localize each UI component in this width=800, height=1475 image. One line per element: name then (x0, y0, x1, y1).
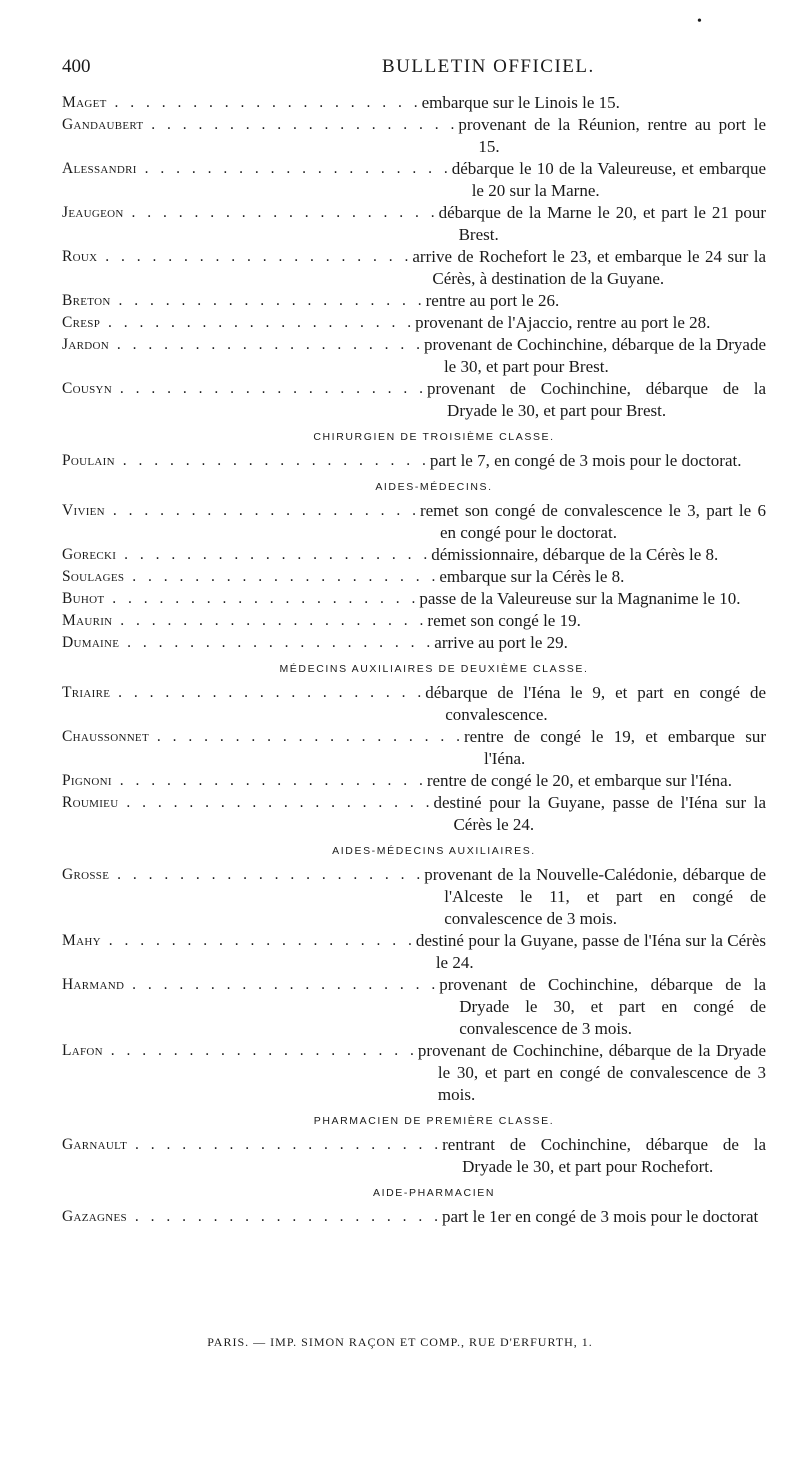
section-heading: MÉDECINS AUXILIAIRES DE DEUXIÈME CLASSE. (279, 663, 589, 675)
officer-name-cell (62, 450, 430, 472)
leader-dots: . . . . . . . . . . . . . . . . . . . . (124, 568, 440, 585)
officer-name-cell (62, 202, 439, 224)
officer-name-cell (62, 682, 425, 704)
personnel-entry (62, 1040, 766, 1106)
leader-dots: . . . . . . . . . . . . . . . . . . . . (116, 546, 432, 563)
personnel-entry (62, 450, 766, 472)
personnel-entry (62, 974, 766, 1040)
officer-name-cell (62, 566, 439, 588)
personnel-entry (62, 92, 766, 114)
personnel-entry (62, 378, 766, 422)
officer-name: Pignoni (62, 772, 112, 789)
assignment-description: rentrant de Cochinchine, débarque de la Dryade le 30, et part pour Rochefort. (442, 1135, 766, 1176)
leader-dots: . . . . . . . . . . . . . . . . . . . . (143, 116, 459, 133)
personnel-entry (62, 930, 766, 974)
section-heading: PHARMACIEN DE PREMIÈRE CLASSE. (313, 1115, 555, 1127)
officer-name: Maget (62, 94, 107, 111)
officer-name-cell (62, 334, 424, 356)
assignment-description: passe de la Valeureuse sur la Magnanime le 10. (419, 589, 741, 608)
personnel-entry (62, 114, 766, 158)
personnel-entry (62, 864, 766, 930)
officer-name: Harmand (62, 976, 125, 993)
officer-name-cell (62, 290, 426, 312)
personnel-entry (62, 588, 766, 610)
officer-name: Poulain (62, 452, 115, 469)
assignment-description: débarque de l'Iéna le 9, et part en congé de convalescence. (425, 683, 766, 724)
leader-dots: . . . . . . . . . . . . . . . . . . . . (127, 1136, 443, 1153)
officer-name-cell (62, 92, 422, 114)
personnel-entry (62, 726, 766, 770)
leader-dots: . . . . . . . . . . . . . . . . . . . . (118, 794, 434, 811)
personnel-entry (62, 682, 766, 726)
officer-name-cell (62, 792, 433, 814)
assignment-description: provenant de l'Ajaccio, rentre au port le 28. (415, 313, 711, 332)
assignment-description: provenant de la Nouvelle-Calédonie, débarque de l'Alceste le 11, et part en congé de convalescence de 3 mois. (424, 865, 766, 928)
leader-dots: . . . . . . . . . . . . . . . . . . . . (109, 866, 425, 883)
officer-name: Jeaugeon (62, 204, 124, 221)
leader-dots: . . . . . . . . . . . . . . . . . . . . (108, 336, 424, 353)
officer-name: Soulages (62, 568, 125, 585)
personnel-entry (62, 334, 766, 378)
officer-name: Triaire (62, 684, 111, 701)
leader-dots: . . . . . . . . . . . . . . . . . . . . (124, 976, 440, 993)
officer-name: Cresp (62, 314, 101, 331)
officer-name-cell (62, 930, 416, 952)
officer-name-cell (62, 378, 427, 400)
officer-name: Dumaine (62, 634, 120, 651)
officer-name-cell (62, 500, 420, 522)
assignment-description: débarque le 10 de la Valeureuse, et embarque le 20 sur la Marne. (451, 159, 766, 200)
leader-dots: . . . . . . . . . . . . . . . . . . . . (123, 204, 439, 221)
officer-name: Grosse (62, 866, 110, 883)
officer-name: Gorecki (62, 546, 117, 563)
page-number: 400 (62, 56, 91, 77)
leader-dots: . . . . . . . . . . . . . . . . . . . . (148, 728, 464, 745)
officer-name-cell (62, 632, 434, 654)
leader-dots: . . . . . . . . . . . . . . . . . . . . (114, 452, 430, 469)
running-title: BULLETIN OFFICIEL. (382, 56, 595, 77)
officer-name-cell (62, 1040, 418, 1062)
officer-name: Gazagnes (62, 1208, 127, 1225)
assignment-description: arrive au port le 29. (434, 633, 568, 652)
officer-name: Cousyn (62, 380, 113, 397)
assignment-description: rentre de congé le 20, et embarque sur l'Iéna. (426, 771, 732, 790)
assignment-description: provenant de Cochinchine, débarque de la Dryade le 30, et part en congé de convalescence de 3 mois. (417, 1041, 766, 1104)
officer-name-cell (62, 544, 431, 566)
personnel-entry (62, 158, 766, 202)
personnel-entry (62, 1134, 766, 1178)
officer-name-cell (62, 864, 424, 886)
printer-imprint: PARIS. — IMP. SIMON RAÇON ET COMP., RUE D'ERFURTH, 1. (207, 1335, 593, 1349)
section-heading: AIDES-MÉDECINS. (375, 481, 493, 493)
officer-name: Jardon (62, 336, 109, 353)
leader-dots: . . . . . . . . . . . . . . . . . . . . (100, 932, 416, 949)
assignment-description: destiné pour la Guyane, passe de l'Iéna sur la Cérès le 24. (415, 931, 766, 972)
leader-dots: . . . . . . . . . . . . . . . . . . . . (119, 634, 435, 651)
personnel-entry (62, 290, 766, 312)
personnel-entry (62, 246, 766, 290)
assignment-description: embarque sur la Cérès le 8. (439, 567, 625, 586)
officer-name-cell (62, 610, 427, 632)
section-heading: AIDE-PHARMACIEN (372, 1187, 495, 1199)
officer-name: Chaussonnet (62, 728, 149, 745)
personnel-entry (62, 1206, 766, 1228)
officer-name: Alessandri (62, 160, 137, 177)
personnel-entry (62, 202, 766, 246)
section-heading: CHIRURGIEN DE TROISIÈME CLASSE. (313, 431, 555, 443)
personnel-entry (62, 632, 766, 654)
leader-dots: . . . . . . . . . . . . . . . . . . . . (104, 590, 420, 607)
print-mark: • (697, 14, 702, 29)
personnel-entry (62, 566, 766, 588)
assignment-description: destiné pour la Guyane, passe de l'Iéna sur la Cérès le 24. (433, 793, 766, 834)
assignment-description: part le 7, en congé de 3 mois pour le doctorat. (429, 451, 742, 470)
officer-name: Lafon (62, 1042, 103, 1059)
personnel-listing (62, 92, 766, 1228)
assignment-description: provenant de Cochinchine, débarque de la Dryade le 30, et part pour Brest. (423, 335, 766, 376)
officer-name-cell (62, 312, 415, 334)
leader-dots: . . . . . . . . . . . . . . . . . . . . (136, 160, 452, 177)
personnel-entry (62, 544, 766, 566)
assignment-description: rentre de congé le 19, et embarque sur l'Iéna. (463, 727, 766, 768)
officer-name: Roux (62, 248, 98, 265)
leader-dots: . . . . . . . . . . . . . . . . . . . . (110, 292, 426, 309)
officer-name: Buhot (62, 590, 105, 607)
personnel-entry (62, 312, 766, 334)
officer-name-cell (62, 726, 464, 748)
personnel-entry (62, 500, 766, 544)
leader-dots: . . . . . . . . . . . . . . . . . . . . (126, 1208, 442, 1225)
officer-name-cell (62, 158, 452, 180)
assignment-description: arrive de Rochefort le 23, et embarque le 24 sur la Cérès, à destination de la Guyane. (412, 247, 766, 288)
page-header (62, 56, 762, 82)
officer-name: Gandaubert (62, 116, 144, 133)
leader-dots: . . . . . . . . . . . . . . . . . . . . (112, 612, 428, 629)
officer-name-cell (62, 1134, 442, 1156)
assignment-description: remet son congé le 19. (427, 611, 581, 630)
officer-name-cell (62, 974, 439, 996)
assignment-description: provenant de Cochinchine, débarque de la Dryade le 30, et part en congé de convalescence de 3 mois. (439, 975, 766, 1038)
personnel-entry (62, 610, 766, 632)
leader-dots: . . . . . . . . . . . . . . . . . . . . (111, 772, 427, 789)
assignment-description: démissionnaire, débarque de la Cérès le 8. (431, 545, 719, 564)
assignment-description: rentre au port le 26. (425, 291, 560, 310)
leader-dots: . . . . . . . . . . . . . . . . . . . . (102, 1042, 418, 1059)
officer-name-cell (62, 246, 412, 268)
officer-name-cell (62, 588, 419, 610)
officer-name: Vivien (62, 502, 105, 519)
leader-dots: . . . . . . . . . . . . . . . . . . . . (106, 94, 422, 111)
assignment-description: remet son congé de convalescence le 3, part le 6 en congé pour le doctorat. (419, 501, 766, 542)
officer-name: Breton (62, 292, 111, 309)
leader-dots: . . . . . . . . . . . . . . . . . . . . (97, 248, 413, 265)
assignment-description: embarque sur le Linois le 15. (421, 93, 620, 112)
officer-name-cell (62, 770, 427, 792)
leader-dots: . . . . . . . . . . . . . . . . . . . . (100, 314, 416, 331)
officer-name-cell (62, 114, 458, 136)
personnel-entry (62, 770, 766, 792)
assignment-description: part le 1er en congé de 3 mois pour le doctorat (441, 1207, 759, 1226)
leader-dots: . . . . . . . . . . . . . . . . . . . . (104, 502, 420, 519)
officer-name: Garnault (62, 1136, 128, 1153)
section-heading: AIDES-MÉDECINS AUXILIAIRES. (332, 845, 536, 857)
assignment-description: débarque de la Marne le 20, et part le 21 pour Brest. (438, 203, 766, 244)
officer-name: Maurin (62, 612, 113, 629)
officer-name-cell (62, 1206, 442, 1228)
officer-name: Mahy (62, 932, 101, 949)
assignment-description: provenant de Cochinchine, débarque de la Dryade le 30, et part pour Brest. (427, 379, 766, 420)
leader-dots: . . . . . . . . . . . . . . . . . . . . (110, 684, 426, 701)
leader-dots: . . . . . . . . . . . . . . . . . . . . (112, 380, 428, 397)
personnel-entry (62, 792, 766, 836)
assignment-description: provenant de la Réunion, rentre au port le 15. (458, 115, 766, 156)
officer-name: Roumieu (62, 794, 119, 811)
